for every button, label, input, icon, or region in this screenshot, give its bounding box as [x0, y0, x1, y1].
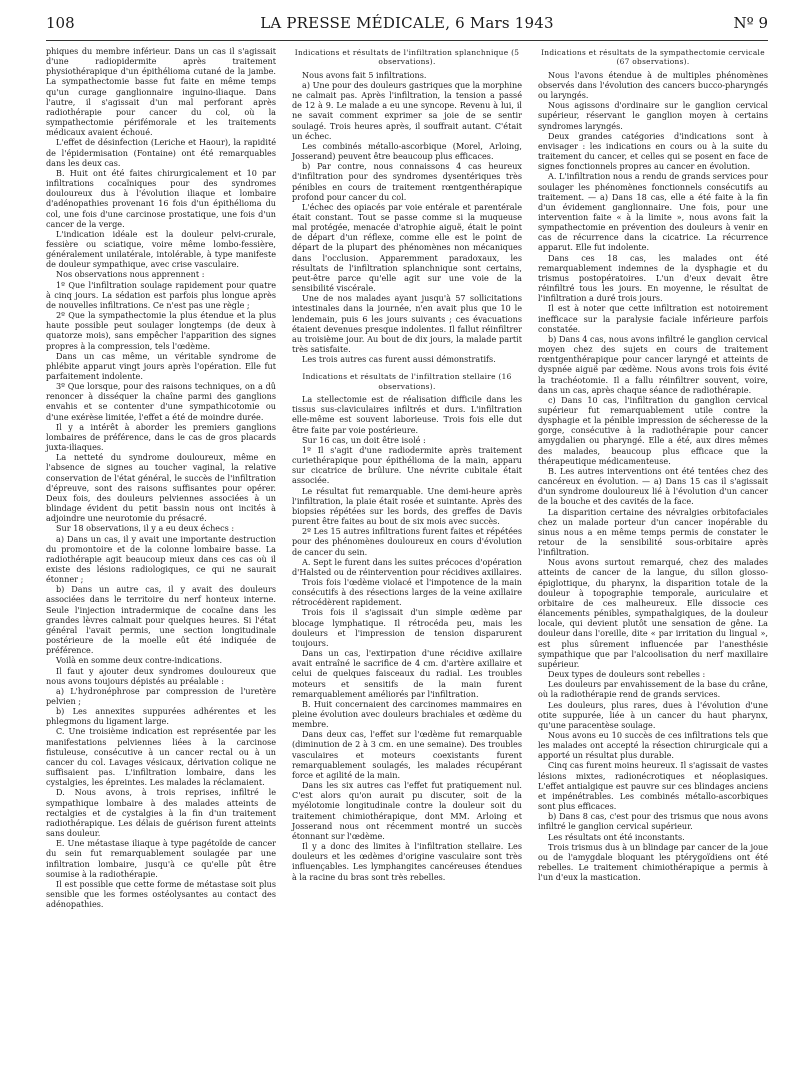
column-2	[292, 46, 522, 882]
paragraph: Cinq cas furent moins heureux. Il s'agissait de vastes lésions mixtes, radionécrotiques et néoplasiques. L'effet antialgique est pauvre sur ces blindages anciens et impénétrables. Les combinés métallo-ascorbiques sont plus efficaces.	[538, 760, 768, 812]
paragraph: b) Dans 8 cas, c'est pour des trismus que nous avons infiltré le ganglion cervical supérieur.	[538, 811, 768, 832]
paragraph: La disparition certaine des névralgies orbitofaciales chez un malade porteur d'un cancer inopérable du sinus nous a en même temps permis de constater le retour de la sensibilité sous-orbitaire après l'infiltration.	[538, 506, 768, 558]
paragraph: La stellectomie est de réalisation difficile dans les tissus sus-claviculaires infiltrés et durs. L'infiltration elle-même est souvent laborieuse. Trois fois elle dut être faite par voie postérieure.	[292, 394, 522, 435]
section-title-splanchnic: Indications et résultats de l'infiltration splanchnique (5 observations).	[294, 48, 520, 67]
page-header	[46, 14, 768, 36]
paragraph: Trois trismus dus à un blindage par cancer de la joue ou de l'amygdale bloquant les ptérygoïdiens ont été rebelles. Le traitement chimiothérapique a permis à l'un d'eux la mastication.	[538, 841, 768, 883]
paragraph: 1º Il s'agit d'une radiodermite après traitement curiethérapique pour épithélioma de la main, apparu sur cicatrice de brûlure. Une névrite cubitale était associée.	[292, 444, 522, 486]
paragraph: Dans un cas, l'extirpation d'une récidive axillaire avait entraîné le sacrifice de 4 cm. d'artère axillaire et celui de quelques faisceaux du radial. Les troubles moteurs et sensitifs de la main furent remarquablement améliorés par l'infiltration.	[292, 648, 522, 699]
paragraph: L'échec des opiacés par voie entérale et parentérale était constant. Tout se passe comme si la muqueuse mal protégée, menacée d'atrophie aiguë, était le point de départ d'un réflexe, comme elle est le point de départ de la plupart des phénomènes non mécaniques dans l'occlusion. Apparemment paradoxaux, les résultats de l'infiltration splanchnique sont certains, peut-être parce qu'elle agit sur une voie de la sensibilité viscérale.	[292, 201, 522, 294]
paragraph: 1º Que l'infiltration soulage rapidement pour quatre à cinq jours. La sédation est parfois plus longue après de nouvelles infiltrations. Ce n'est pas une règle ;	[46, 279, 276, 310]
page-number: 108	[46, 14, 75, 32]
paragraph: B. Huit concernaient des carcinomes mammaires en pleine évolution avec douleurs brachiales et œdème du membre.	[292, 698, 522, 730]
paragraph: L'indication idéale est la douleur pelvi-crurale, fessière ou sciatique, voire même lombo-fessière, généralement unilatérale, intolérable, à type manifeste de douleur sympathique, avec crise vasculaire.	[46, 228, 276, 270]
paragraph: Dans ces 18 cas, les malades ont été remarquablement indemnes de la dysphagie et du trismus postopératoires. L'un d'eux devait être réinfiltré tous les jours. En moyenne, le résultat de l'infiltration a duré trois jours.	[538, 252, 768, 304]
paragraph: Il y a donc des limites à l'infiltration stellaire. Les douleurs et les œdèmes d'origine vasculaire sont très influençables. Les lymphangites cancéreuses étendues à la racine du bras sont très rebelles.	[292, 841, 522, 882]
paragraph: a) Dans un cas, il y avait une importante destruction du promontoire et de la colonne lombaire basse. La radiothérapie agit beaucoup mieux dans ces cas où il existe des lésions radiologiques, ce qui ne saurait étonner ;	[46, 533, 276, 585]
paragraph: Il est à noter que cette infiltration est notoirement inefficace sur la paralysie faciale inférieure parfois constatée.	[538, 303, 768, 334]
paragraph: Il faut y ajouter deux syndromes douloureux que nous avons toujours dépistés au préalable :	[46, 665, 276, 686]
paragraph: B. Huit ont été faites chirurgicalement et 10 par infiltrations cocaïniques pour des syndromes douloureux dus à l'évolution iliaque et lombaire d'adénopathies provenant 16 fois d'un épithélioma du col, une fois d'une carcinose prostatique, une fois d'un cancer de la verge.	[46, 167, 276, 229]
paragraph: c) Dans 10 cas, l'infiltration du ganglion cervical supérieur fut remarquablement utile contre la dysphagie et la pénible impression de sécheresse de la gorge, consécutive à la radiothérapie pour cancer amygdalien ou pharyngé. Elle a été, aux dires mêmes des malades, beaucoup plus efficace que la thérapeutique médicamenteuse.	[538, 394, 768, 466]
paragraph: Sur 18 observations, il y a eu deux échecs :	[56, 523, 235, 534]
paragraph: L'effet de désinfection (Leriche et Haour), la rapidité de l'épidermisation (Fontaine) ont été remarquables dans les deux cas.	[46, 137, 276, 168]
paragraph: Trois fois il s'agissait d'un simple œdème par blocage lymphatique. Il rétrocéda peu, mais les douleurs et l'impression de tension disparurent toujours.	[292, 607, 522, 648]
paragraph: Nous l'avons étendue à de multiples phénomènes observés dans l'évolution des cancers bucco-pharyngés ou laryngés.	[538, 69, 768, 101]
paragraph: La netteté du syndrome douloureux, même en l'absence de signes au toucher vaginal, la relative conservation de l'état général, le succès de l'infiltration d'épreuve, sont des raisons suffisantes pour opérer. Deux fois, des douleurs pelviennes associées à un blindage évident du petit bassin nous ont incités à adjoindre une neurotomie du présacré.	[46, 452, 276, 524]
paragraph: a) Une pour des douleurs gastriques que la morphine ne calmait pas. Après l'infiltration, la tension a passé de 12 à 9. Le malade a eu une syncope. Revenu à lui, il ne savait comment exprimer sa joie de se sentir soulagé. Trois heures après, il souffrait autant. C'était un échec.	[292, 79, 522, 141]
paragraph: Les douleurs, plus rares, dues à l'évolution d'une otite suppurée, liée à un cancer du haut pharynx, qu'une paracentèse soulage.	[538, 699, 768, 730]
paragraph: Nous avons eu 10 succès de ces infiltrations tels que les malades ont accepté la résection chirurgicale qui a apporté un résultat plus durable.	[538, 729, 768, 761]
paragraph: Dans un cas même, un véritable syndrome de phlébite apparut vingt jours après l'opération. Elle fut parfaitement indolente.	[46, 350, 276, 381]
paragraph: Sur 16 cas, un doit être isolé :	[302, 434, 426, 445]
paragraph: B. Les autres interventions ont été tentées chez des cancéreux en évolution. — a) Dans 15 cas il s'agissait d'un syndrome douloureux lié à l'évolution d'un cancer de la bouche et des cavités de la face.	[538, 465, 768, 507]
paragraph: Nos observations nous apprennent :	[56, 269, 205, 280]
paragraph: Nous avons surtout remarqué, chez des malades atteints de cancer de la langue, du sillon glosso-épiglottique, du pharynx, la disparition totale de la douleur à topographie temporale, auriculaire et orbitaire de ces malheureux. Elle dissocie ces élancements pénibles, sympathalgiques, de la douleur locale, qui devient plutôt une sensation de gêne. La douleur dans l'oreille, dite « par irritation du lingual », est plus sûrement influencée par l'anesthésie sympathique que par l'alcoolisation du nerf maxillaire supérieur.	[538, 557, 768, 669]
paragraph: Dans les six autres cas l'effet fut pratiquement nul. C'est alors qu'on aurait pu discuter, soit de la myélotomie longitudinale contre la douleur soit du traitement chimiothérapique, dont MM. Arloing et Josserand nous ont récemment montré un succès étonnant sur l'œdème.	[292, 780, 522, 841]
paragraph: b) Dans un autre cas, il y avait des douleurs associées dans le territoire du nerf honteux interne. Seule l'injection intradermique de cocaïne dans les grandes lèvres calmait pour quelques heures. Si l'état général l'avait permis, une section longitudinale postérieure de la moelle eût été indiquée de préférence.	[46, 584, 276, 656]
paragraph: E. Une métastase iliaque à type pagétoïde de cancer du sein fut remarquablement soulagée par une infiltration lombaire, jusqu'à ce qu'elle pût être soumise à la radiothérapie.	[46, 838, 276, 879]
paragraph: A. L'infiltration nous a rendu de grands services pour soulager les phénomènes fonctionnels consécutifs au traitement. — a) Dans 18 cas, elle a été faite à la fin d'un évidement ganglionnaire. Une fois, pour une intervention faite « à la limite », nous avons fait la sympathectomie en prévention des douleurs à venir en cas de récurrence dans la cicatrice. La récurrence apparut. Elle fut indolente.	[538, 171, 768, 253]
paragraph: phiques du membre inférieur. Dans un cas il s'agissait d'une radiopidermite après traitement physiothérapique d'un épithélioma cutané de la jambe. La sympathectomie basse fut faite en même temps qu'un curage ganglionnaire inguino-iliaque. Dans l'autre, il s'agissait d'un mal perforant après radiothérapie pour cancer du col, où la sympathectomie périfémorale et les traitements médicaux avaient échoué.	[46, 46, 276, 138]
paragraph: Il est possible que cette forme de métastase soit plus sensible que les formes ostéolysantes au contact des adénopathies.	[46, 878, 276, 910]
column-1	[46, 46, 276, 909]
header-rule	[46, 40, 768, 41]
paragraph: 2º Que la sympathectomie la plus étendue et la plus haute possible peut soulager longtemps (de deux à quatorze mois), sans empêcher l'apparition des signes propres à la compression, tels l'œdème.	[46, 310, 276, 351]
paragraph: a) L'hydronéphrose par compression de l'uretère pelvien ;	[46, 685, 276, 706]
paragraph: Une de nos malades ayant jusqu'à 57 sollicitations intestinales dans la journée, n'en avait plus que 10 le lendemain, puis 6 les jours suivants ; ces évacuations étaient devenues presque indolentes. Il fallut réinfiltrer au troisième jour. Au bout de dix jours, la malade partit très satisfaite.	[292, 293, 522, 355]
paragraph: Les trois autres cas furent aussi démonstratifs.	[302, 354, 496, 365]
paragraph: Dans deux cas, l'effet sur l'œdème fut remarquable (diminution de 2 à 3 cm. en une semaine). Des troubles vasculaires et moteurs coexistants furent remarquablement soulagés, les malades récupérant force et agilité de la main.	[292, 729, 522, 780]
paragraph: Deux grandes catégories d'indications sont à envisager : les indications en cours ou à la suite du traitement du cancer, et celles qui se posent en face de signes fonctionnels propres au cancer en évolution.	[538, 130, 768, 172]
column-3	[538, 46, 768, 882]
paragraph: Les douleurs par envahissement de la base du crâne, où la radiothérapie rend de grands services.	[538, 679, 768, 700]
section-title-cervical: Indications et résultats de la sympathectomie cervicale (67 observations).	[541, 48, 765, 67]
paragraph: b) Dans 4 cas, nous avons infiltré le ganglion cervical moyen chez des sujets en cours de traitement rœntgenthérapique pour cancer laryngé et atteints de dyspnée aiguë par œdème. Nous avons trois fois évité la trachéotomie. Il a fallu réinfiltrer souvent, voire, dans un cas, après chaque séance de radiothérapie.	[538, 333, 768, 395]
paragraph: 2º Les 15 autres infiltrations furent faites et répétées pour des phénomènes douloureux en cours d'évolution de cancer du sein.	[292, 526, 522, 557]
paragraph: Trois fois l'œdème violacé et l'impotence de la main consécutifs à des résections larges de la veine axillaire rétrocédèrent rapidement.	[292, 576, 522, 608]
paragraph: Les combinés métallo-ascorbique (Morel, Arloing, Josserand) peuvent être beaucoup plus efficaces.	[292, 140, 522, 162]
paragraph: A. Sept le furent dans les suites précoces d'opération d'Halsted ou de réintervention pour récidives axillaires.	[292, 556, 522, 577]
paragraph: Voilà en somme deux contre-indications.	[56, 655, 223, 666]
issue-number: Nº 9	[733, 14, 768, 32]
paragraph: b) Les annexites suppurées adhérentes et les phlegmons du ligament large.	[46, 706, 276, 727]
paragraph: Le résultat fut remarquable. Une demi-heure après l'infiltration, la plaie était rosée et suintante. Après des biopsies répétées sur les bords, des greffes de Davis purent être faites au bout de six mois avec succès.	[292, 485, 522, 527]
section-title-stellate: Indications et résultats de l'infiltration stellaire (16 observations).	[302, 372, 512, 391]
paragraph: Nous avons fait 5 infiltrations.	[302, 69, 427, 80]
paragraph: C. Une troisième indication est représentée par les manifestations pelviennes liées à la carcinose fistuleuse, consécutive à un cancer rectal ou à un cancer du col. Lavages vésicaux, dérivation colique ne suffisaient pas. L'infiltration lombaire, dans les cystalgies, les épreintes. Les malades la réclamaient.	[46, 726, 276, 788]
paragraph: D. Nous avons, à trois reprises, infiltré le sympathique lombaire à des malades atteints de rectalgies et de cystalgies à la fin d'un traitement radiothérapique. Les délais de guérison furent atteints sans douleur.	[46, 787, 276, 839]
paragraph: 3º Que lorsque, pour des raisons techniques, on a dû renoncer à disséquer la chaîne parmi des ganglions envahis et se contenter d'une sympathicotomie ou d'une exérèse limitée, l'effet a été de moindre durée.	[46, 381, 276, 422]
paragraph: b) Par contre, nous connaissons 4 cas heureux d'infiltration pour des syndromes dysentériques très pénibles en cours de traitement rœntgenthérapique profond pour cancer du col.	[292, 161, 522, 202]
paragraph: Deux types de douleurs sont rebelles :	[548, 669, 706, 680]
journal-title: LA PRESSE MÉDICALE, 6 Mars 1943	[260, 14, 554, 32]
paragraph: Il y a intérêt à aborder les premiers ganglions lombaires de préférence, dans le cas de gros placards juxta-iliaques.	[46, 421, 276, 453]
paragraph: Nous agissons d'ordinaire sur le ganglion cervical supérieur, réservant le ganglion moyen à certains syndromes laryngés.	[538, 100, 768, 131]
paragraph: Les résultats ont été inconstants.	[548, 831, 685, 842]
